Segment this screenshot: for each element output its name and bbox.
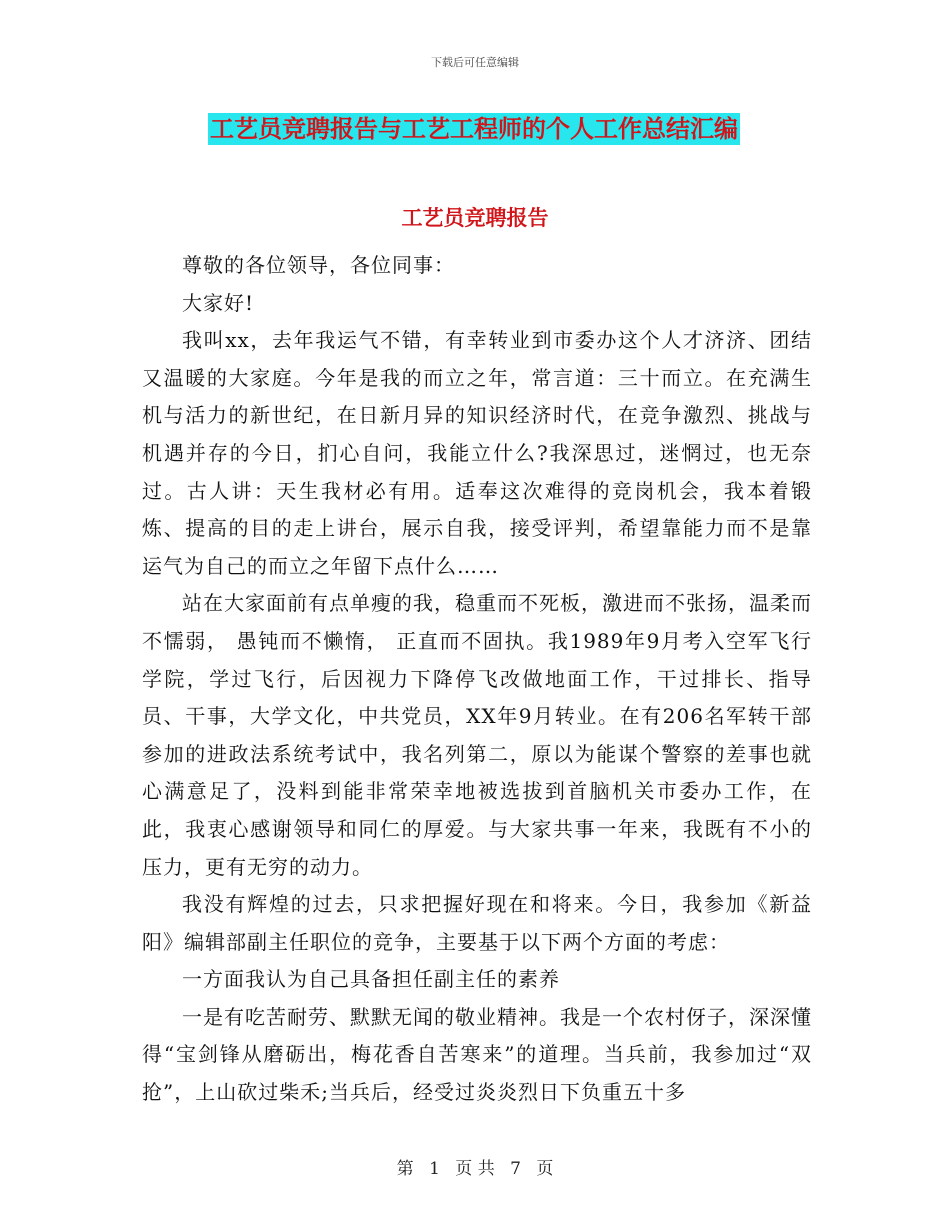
- paragraph-salutation: 尊敬的各位领导，各位同事：: [182, 253, 455, 277]
- footer-suffix: 页: [536, 1159, 554, 1179]
- page-total: 7: [510, 1159, 521, 1179]
- document-title: 工艺员竞聘报告与工艺工程师的个人工作总结汇编: [210, 114, 738, 143]
- footer-prefix: 第: [396, 1159, 414, 1179]
- paragraph-motivation: 我没有辉煌的过去，只求把握好现在和将来。今日，我参加《新益阳》编辑部副主任职位的竞争，主要基于以下两个方面的考虑：: [142, 892, 812, 954]
- paragraph-greeting: 大家好!: [182, 290, 255, 315]
- paragraph-intro: 我叫xx，去年我运气不错，有幸转业到市委办这个人才济济、团结又温暖的大家庭。今年是我的而立之年，常言道：三十而立。在充满生机与活力的新世纪，在日新月异的知识经济时代，在竞争激烈、挑战与机遇并存的今日，扪心自问，我能立什么?我深思过，迷惘过，也无奈过。古人讲：天生我材必有用。适奉这次难得的竞岗机会，我本着锻炼、提高的目的走上讲台，展示自我，接受评判，希望靠能力而不是靠运气为自己的而立之年留下点什么……: [142, 328, 812, 578]
- page-number: 1: [429, 1159, 440, 1179]
- body-text: [142, 247, 812, 1112]
- section-title: 工艺员竞聘报告: [401, 205, 549, 230]
- header-note: 下载后可任意编辑: [431, 56, 519, 69]
- page-footer: [0, 1154, 950, 1179]
- paragraph-background: 站在大家面前有点单瘦的我，稳重而不死板，激进而不张扬，温柔而不懦弱， 愚钝而不懒惰， 正直而不固执。我1989年9月考入空军飞行学院，学过飞行，后因视力下降停飞改做地面工作，干过排长、指导员、干事，大学文化，中共党员，XX年9月转业。在有206名军转干部参加的进政法系统考试中，我名列第二，原以为能谋个警察的差事也就心满意足了，没料到能非常荣幸地被选拔到首脑机关市委办工作，在此，我衷心感谢领导和同仁的厚爱。与大家共事一年来，我既有不小的压力，更有无穷的动力。: [142, 591, 812, 879]
- footer-mid: 页 共: [455, 1159, 495, 1179]
- paragraph-heading-aspect: 一方面我认为自己具备担任副主任的素养: [182, 967, 560, 992]
- paragraph-first-point: 一是有吃苦耐劳、默默无闻的敬业精神。我是一个农村伢子，深深懂得“宝剑锋从磨砺出，梅花香自苦寒来”的道理。当兵前，我参加过“双抢”，上山砍过柴禾;当兵后，经受过炎炎烈日下负重五十多: [142, 1004, 812, 1105]
